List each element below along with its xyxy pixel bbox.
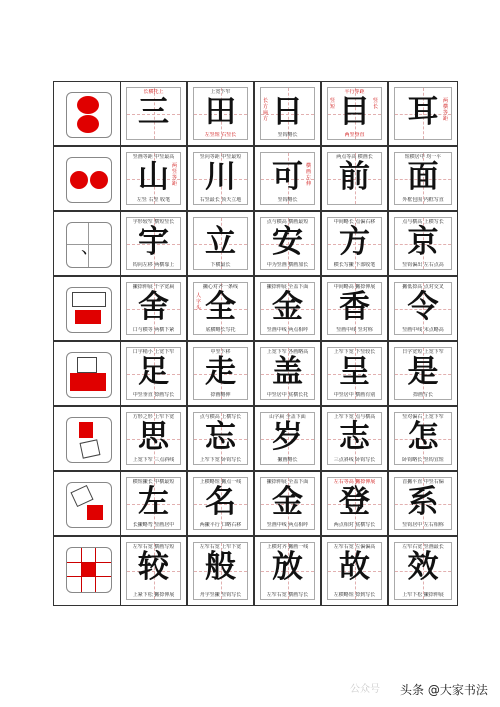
char-cell (321, 341, 388, 406)
tip-bottom: 中为竖画 横画加长 (266, 262, 309, 268)
tip-bottom: 卧钩略长 竖钩宜短 (402, 457, 444, 463)
char-cell (187, 406, 254, 471)
character: 故 (339, 549, 370, 585)
tip-top: 左窄右宽 横画写短 (132, 544, 175, 550)
tip-right: 两竖等距 (172, 163, 178, 187)
character: 较 (138, 549, 169, 585)
tip-bottom: 竖钩居中 左右相称 (402, 522, 444, 528)
char-cell (388, 211, 458, 276)
watermark-text: 公众号 (350, 684, 380, 695)
bottom-wide-icon (66, 352, 112, 398)
tip-top: 两点等高 横画长 (336, 154, 373, 160)
char-cell (254, 146, 321, 211)
tip-bottom: 上窄下松 撇捺伸展 (402, 592, 444, 598)
tip-bottom: 竖钩略长 (277, 197, 298, 203)
char-cell (321, 471, 388, 536)
tip-bottom: 下横最长 (210, 262, 231, 268)
tip-bottom: 捺画写长 (412, 392, 433, 398)
character: 左 (138, 484, 169, 520)
character: 日 (272, 94, 303, 130)
tip-top: 竖向等距 中竖最短 (199, 154, 242, 160)
char-cell (388, 276, 458, 341)
tip-top: 日字宽短 上宽下窄 (402, 349, 444, 355)
character: 面 (407, 159, 439, 195)
chart-row (53, 536, 458, 606)
char-cell (321, 81, 388, 146)
character: 盖 (272, 354, 303, 390)
tip-left: 竖短 (330, 98, 336, 110)
structure-icon-cell (53, 471, 121, 536)
tip-bottom: 三点斜线 卧钩写长 (333, 457, 376, 463)
tip-bottom: 左竖 右竖 收笔 (136, 197, 171, 203)
tip-bottom: 底横略长写托 (205, 327, 236, 333)
tip-bottom: 中竖垂直 捺画写长 (132, 392, 175, 398)
char-cell (321, 276, 388, 341)
tip-top: 上宽下窄 (210, 89, 231, 95)
char-cell (254, 406, 321, 471)
char-cell (254, 211, 321, 276)
char-cell (388, 536, 458, 606)
tip-bottom: 左竖短 右竖长 (204, 132, 237, 138)
tip-top: 上窄下宽 点与横高 (333, 414, 376, 420)
char-cell (388, 406, 458, 471)
calligraphy-chart (53, 81, 458, 606)
tip-bottom: 撇画略长 (277, 457, 298, 463)
chart-row (53, 211, 458, 276)
character: 名 (205, 484, 236, 520)
character: 思 (138, 419, 169, 455)
character: 宇 (138, 224, 169, 260)
tip-top: 口字稍小 上宽下窄 (132, 349, 175, 355)
tip-bottom: 竖画中线 竖对称 (336, 327, 373, 333)
character: 登 (339, 484, 370, 520)
char-cell (187, 211, 254, 276)
character: 舍 (138, 289, 169, 325)
character: 忘 (205, 419, 236, 455)
structure-icon-cell (53, 146, 121, 211)
tip-bottom: 竖钩偏出 左右点高 (402, 262, 444, 268)
tip-top: 长横托上 (143, 89, 164, 95)
char-cell (187, 276, 254, 341)
tip-top: 山字扁 全盖下面 (269, 414, 306, 420)
tip-bottom: 舟字竖撇 竖钩写长 (199, 592, 242, 598)
char-cell (388, 471, 458, 536)
character: 令 (407, 289, 439, 325)
tip-bottom: 左横略短 捺到写长 (333, 592, 376, 598)
tip-bottom: 两竖垂直 (344, 132, 365, 138)
character: 岁 (272, 419, 303, 455)
character: 安 (272, 224, 303, 260)
char-cell (388, 146, 458, 211)
tip-top: 中间略高 撇捺伸展 (333, 284, 376, 290)
tip-top: 点与横高 横画最短 (266, 219, 309, 225)
tip-top: 撇捺伸展 全盖下面 (266, 479, 309, 485)
structure-icon-cell (53, 536, 121, 606)
tip-bottom: 长撇略弯 竖画居中 (132, 522, 175, 528)
char-cell (388, 81, 458, 146)
chart-row (53, 406, 458, 471)
char-cell (187, 536, 254, 606)
tip-bottom: 口与横等 两横下紧 (132, 327, 175, 333)
character: 前 (339, 159, 370, 195)
tip-top: 上横略短 撇点一线 (199, 479, 242, 485)
character: 足 (138, 354, 169, 390)
tip-top: 撇低捺高 点对交叉 (402, 284, 444, 290)
char-cell (187, 146, 254, 211)
tip-bottom: 竖画中线 两点相呼 (266, 327, 309, 333)
tip-bottom: 两撇平行 口略右移 (199, 522, 242, 528)
tip-top: 撇捺伸展 千字宽扁 (132, 284, 175, 290)
char-cell (388, 341, 458, 406)
tip-top: 撇捺伸展 全盖下面 (266, 284, 309, 290)
character: 香 (339, 289, 370, 325)
char-cell (120, 341, 187, 406)
char-cell (254, 276, 321, 341)
structure-icon-cell (53, 341, 121, 406)
tip-top: 点与横高 上横写长 (402, 219, 444, 225)
top-cover-icon (66, 287, 112, 333)
chart-row (53, 276, 458, 341)
char-cell (120, 81, 187, 146)
tip-bottom: 中竖居中 横画有别 (333, 392, 376, 398)
tip-top: 字形较窄 横短竖长 (132, 219, 175, 225)
character: 金 (272, 289, 303, 325)
tip-top: 上横对齐 撇画一线 (266, 544, 309, 550)
chart-row (53, 81, 458, 146)
character: 方 (339, 224, 370, 260)
tip-top: 横短撇长 中横最短 (132, 479, 175, 485)
character: 怎 (407, 419, 439, 455)
tip-top: 中竖下移 (210, 349, 231, 355)
character: 耳 (407, 94, 439, 130)
character: 川 (205, 159, 236, 195)
character: 全 (205, 289, 236, 325)
tip-top: 平行等距 (344, 89, 365, 95)
char-cell (120, 276, 187, 341)
tip-top: 上宽下窄 各画略高 (266, 349, 309, 355)
structure-icon-cell (53, 276, 121, 341)
top-bottom-tilted-icon (66, 417, 112, 463)
diagonal-blocks-icon (66, 482, 112, 528)
char-cell (120, 211, 187, 276)
character: 系 (407, 484, 439, 520)
char-cell (321, 536, 388, 606)
character: 是 (407, 354, 439, 390)
tip-top: 中间略长 点偏右移 (333, 219, 376, 225)
char-cell (321, 211, 388, 276)
tip-bottom: 横长写撇 下部收笔 (333, 262, 376, 268)
tip-bottom: 竖画中线 两点相呼 (266, 522, 309, 528)
char-cell (254, 471, 321, 536)
chart-row (53, 146, 458, 211)
tip-bottom: 钩向左移 两横靠上 (132, 262, 175, 268)
character: 立 (205, 224, 236, 260)
char-cell (120, 471, 187, 536)
character: 目 (339, 94, 370, 130)
tip-left: 长方扁方 (263, 98, 269, 122)
tip-top: 上窄下宽 下竖较长 (333, 349, 376, 355)
tip-bottom: 上窄下宽 卧钩写长 (199, 457, 242, 463)
char-cell (120, 536, 187, 606)
tip-right: 竖长 (373, 98, 379, 110)
character: 放 (272, 549, 303, 585)
char-cell (187, 81, 254, 146)
tip-top: 首撇平直 中竖右偏 (402, 479, 444, 485)
tip-bottom: 外框包围 内框写直 (402, 197, 444, 203)
char-cell (321, 146, 388, 211)
structure-icon-cell (53, 81, 121, 146)
tip-bottom: 中竖居中 底横长托 (266, 392, 309, 398)
char-cell (187, 341, 254, 406)
char-cell (187, 471, 254, 536)
character: 志 (339, 419, 370, 455)
left-right-circles-icon (66, 157, 112, 203)
character: 般 (205, 549, 236, 585)
chart-row (53, 471, 458, 536)
horizontal-stack-icon (66, 92, 112, 138)
chart-row (53, 341, 458, 406)
tip-right: 两横等距 (443, 98, 449, 122)
character: 三 (138, 94, 169, 130)
tip-top: 竖对偏右 上宽下窄 (402, 414, 444, 420)
character: 京 (407, 224, 439, 260)
tip-right: 横画左伸 (306, 163, 312, 187)
tip-bottom: 上紧下松 撇捺伸展 (132, 592, 175, 598)
character: 呈 (339, 354, 370, 390)
tip-top: 竖画等距 中竖最高 (132, 154, 175, 160)
tip-bottom: 两点相对 底横写长 (333, 522, 376, 528)
char-cell (254, 536, 321, 606)
tip-left: 人字头 (196, 293, 202, 311)
tip-top: 左右等高 撇捺伸展 (333, 479, 376, 485)
tip-bottom: 捺画略伸 (210, 392, 231, 398)
tip-bottom: 上宽下窄 三点斜线 (132, 457, 175, 463)
char-cell (254, 81, 321, 146)
char-cell (120, 146, 187, 211)
tip-top: 左窄右宽 竖画最长 (402, 544, 444, 550)
tip-top: 方形之形 上窄下宽 (132, 414, 175, 420)
tip-bottom: 左窄右宽 横画写长 (266, 592, 309, 598)
tip-top: 撇心对齐一条线 (202, 284, 238, 290)
credit-text: 头条 @大家书法 (400, 683, 488, 697)
dot-top-icon: 、 (66, 222, 112, 268)
tip-top: 左窄右宽 左偏偏高 (333, 544, 376, 550)
tip-top: 左窄右宽 上窄下宽 (199, 544, 242, 550)
character: 山 (138, 159, 169, 195)
nine-grid-icon (66, 547, 112, 593)
character: 效 (407, 549, 439, 585)
character: 田 (205, 94, 236, 130)
structure-icon-cell (53, 211, 121, 276)
tip-bottom: 竖画中线 末点略高 (402, 327, 444, 333)
char-cell (120, 406, 187, 471)
char-cell (321, 406, 388, 471)
character: 金 (272, 484, 303, 520)
char-cell (254, 341, 321, 406)
tip-bottom: 竖钩略长 (277, 132, 298, 138)
character: 走 (205, 354, 236, 390)
character: 可 (272, 159, 303, 195)
tip-top: 点与横高 上横写长 (199, 414, 242, 420)
tip-top: 短横居中 均一平 (404, 154, 442, 160)
structure-icon-cell (53, 406, 121, 471)
tip-bottom: 右竖最长 顶天立地 (199, 197, 242, 203)
